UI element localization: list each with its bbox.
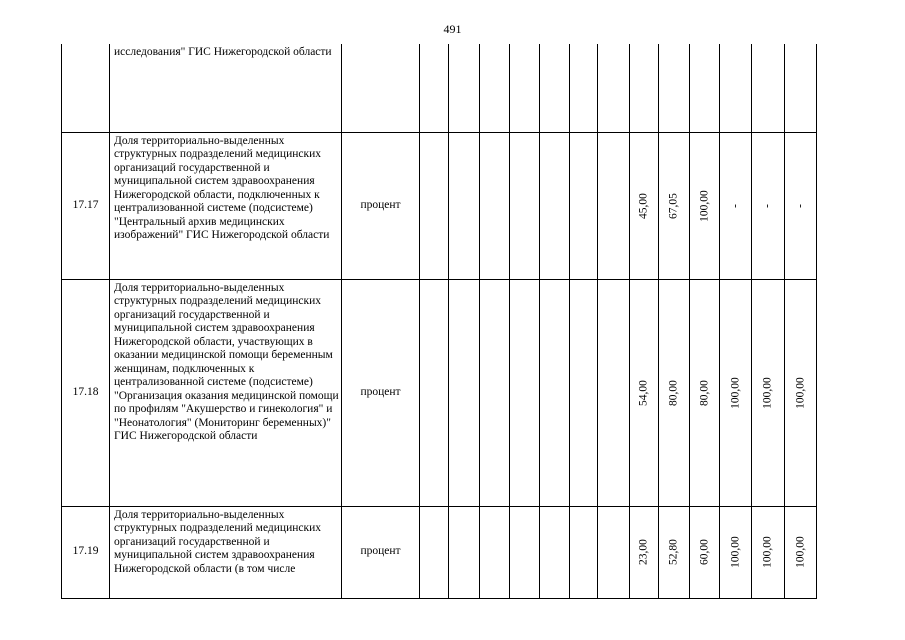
table-row (62, 132, 817, 279)
value-cell (449, 279, 480, 506)
table-row (62, 279, 817, 506)
indicator-name: Доля территориально-выделенных структурных подразделений медицинских организаций государственной и муниципальной систем здравоохранения Нижегородской области, подключенных к централизованной системе (подсистеме) "Центральный архив медицинских изображений" ГИС Нижегородской области (110, 132, 342, 279)
value-text: 54,00 (637, 379, 650, 406)
value-cell (570, 506, 598, 598)
value-cell (598, 132, 630, 279)
value-cell (659, 506, 690, 598)
value-cell (720, 279, 752, 506)
value-text: 100,00 (761, 536, 774, 568)
row-number (62, 44, 110, 132)
value-cell (510, 279, 540, 506)
value-cell (630, 279, 659, 506)
value-cell (690, 279, 720, 506)
value-cell (720, 506, 752, 598)
indicator-name: Доля территориально-выделенных структурных подразделений медицинских организаций государственной и муниципальной систем здравоохранения Нижегородской области, участвующих в оказании медицинской помощи беременным женщинам, подключенных к централизованной системе (подсистеме) "Организация оказания медицинской помощи по профилям "Акушерство и гинекология" и "Неонатология" (Мониторинг беременных)" ГИС Нижегородской области (110, 279, 342, 506)
value-cell (449, 132, 480, 279)
value-text: 80,00 (697, 379, 710, 406)
unit-cell: процент (342, 279, 420, 506)
value-cell (690, 44, 720, 132)
value-cell (659, 44, 690, 132)
value-cell (540, 44, 570, 132)
value-text: 100,00 (761, 376, 774, 409)
value-cell (720, 44, 752, 132)
indicator-name: Доля территориально-выделенных структурных подразделений медицинских организаций государственной и муниципальной систем здравоохранения Нижегородской области (в том числе (110, 506, 342, 598)
row-number: 17.19 (62, 506, 110, 598)
value-cell (570, 44, 598, 132)
value-cell (420, 506, 449, 598)
value-cell (570, 132, 598, 279)
value-text: 100,00 (697, 189, 710, 222)
unit-cell: процент (342, 132, 420, 279)
value-cell (752, 132, 785, 279)
value-cell (510, 506, 540, 598)
value-text: 67,05 (667, 192, 680, 219)
value-cell (480, 279, 510, 506)
value-text: 80,00 (667, 379, 680, 406)
value-text: 52,80 (667, 539, 680, 565)
value-text: 23,00 (637, 539, 650, 565)
value-cell (510, 132, 540, 279)
value-cell (598, 506, 630, 598)
value-cell (690, 506, 720, 598)
value-cell (449, 506, 480, 598)
value-text: 100,00 (728, 376, 741, 409)
value-cell (785, 279, 817, 506)
value-cell (420, 44, 449, 132)
value-text: 45,00 (637, 192, 650, 219)
value-cell (630, 132, 659, 279)
unit-cell: процент (342, 506, 420, 598)
row-number: 17.18 (62, 279, 110, 506)
value-cell (480, 44, 510, 132)
page-number: 491 (443, 22, 462, 36)
value-cell (752, 279, 785, 506)
value-cell (752, 44, 785, 132)
value-cell (540, 506, 570, 598)
value-text: 100,00 (793, 376, 806, 409)
value-text: 60,00 (697, 539, 710, 565)
value-cell (598, 279, 630, 506)
value-cell (420, 279, 449, 506)
value-cell (659, 279, 690, 506)
value-text: - (761, 203, 774, 208)
value-cell (785, 44, 817, 132)
value-cell (540, 279, 570, 506)
value-text: 100,00 (793, 536, 806, 568)
value-cell (659, 132, 690, 279)
value-cell (570, 279, 598, 506)
value-text: 100,00 (728, 536, 741, 568)
value-cell (510, 44, 540, 132)
value-text: - (793, 203, 806, 208)
value-cell (785, 132, 817, 279)
unit-cell (342, 44, 420, 132)
value-cell (480, 506, 510, 598)
table-row (62, 44, 817, 132)
value-cell (420, 132, 449, 279)
value-cell (630, 44, 659, 132)
value-cell (720, 132, 752, 279)
table-row (62, 506, 817, 598)
row-number: 17.17 (62, 132, 110, 279)
value-cell (449, 44, 480, 132)
value-text: - (728, 203, 741, 208)
indicators-table (61, 44, 817, 599)
value-cell (690, 132, 720, 279)
value-cell (630, 506, 659, 598)
value-cell (752, 506, 785, 598)
value-cell (540, 132, 570, 279)
indicator-name: исследования" ГИС Нижегородской области (110, 44, 342, 132)
value-cell (785, 506, 817, 598)
value-cell (480, 132, 510, 279)
value-cell (598, 44, 630, 132)
